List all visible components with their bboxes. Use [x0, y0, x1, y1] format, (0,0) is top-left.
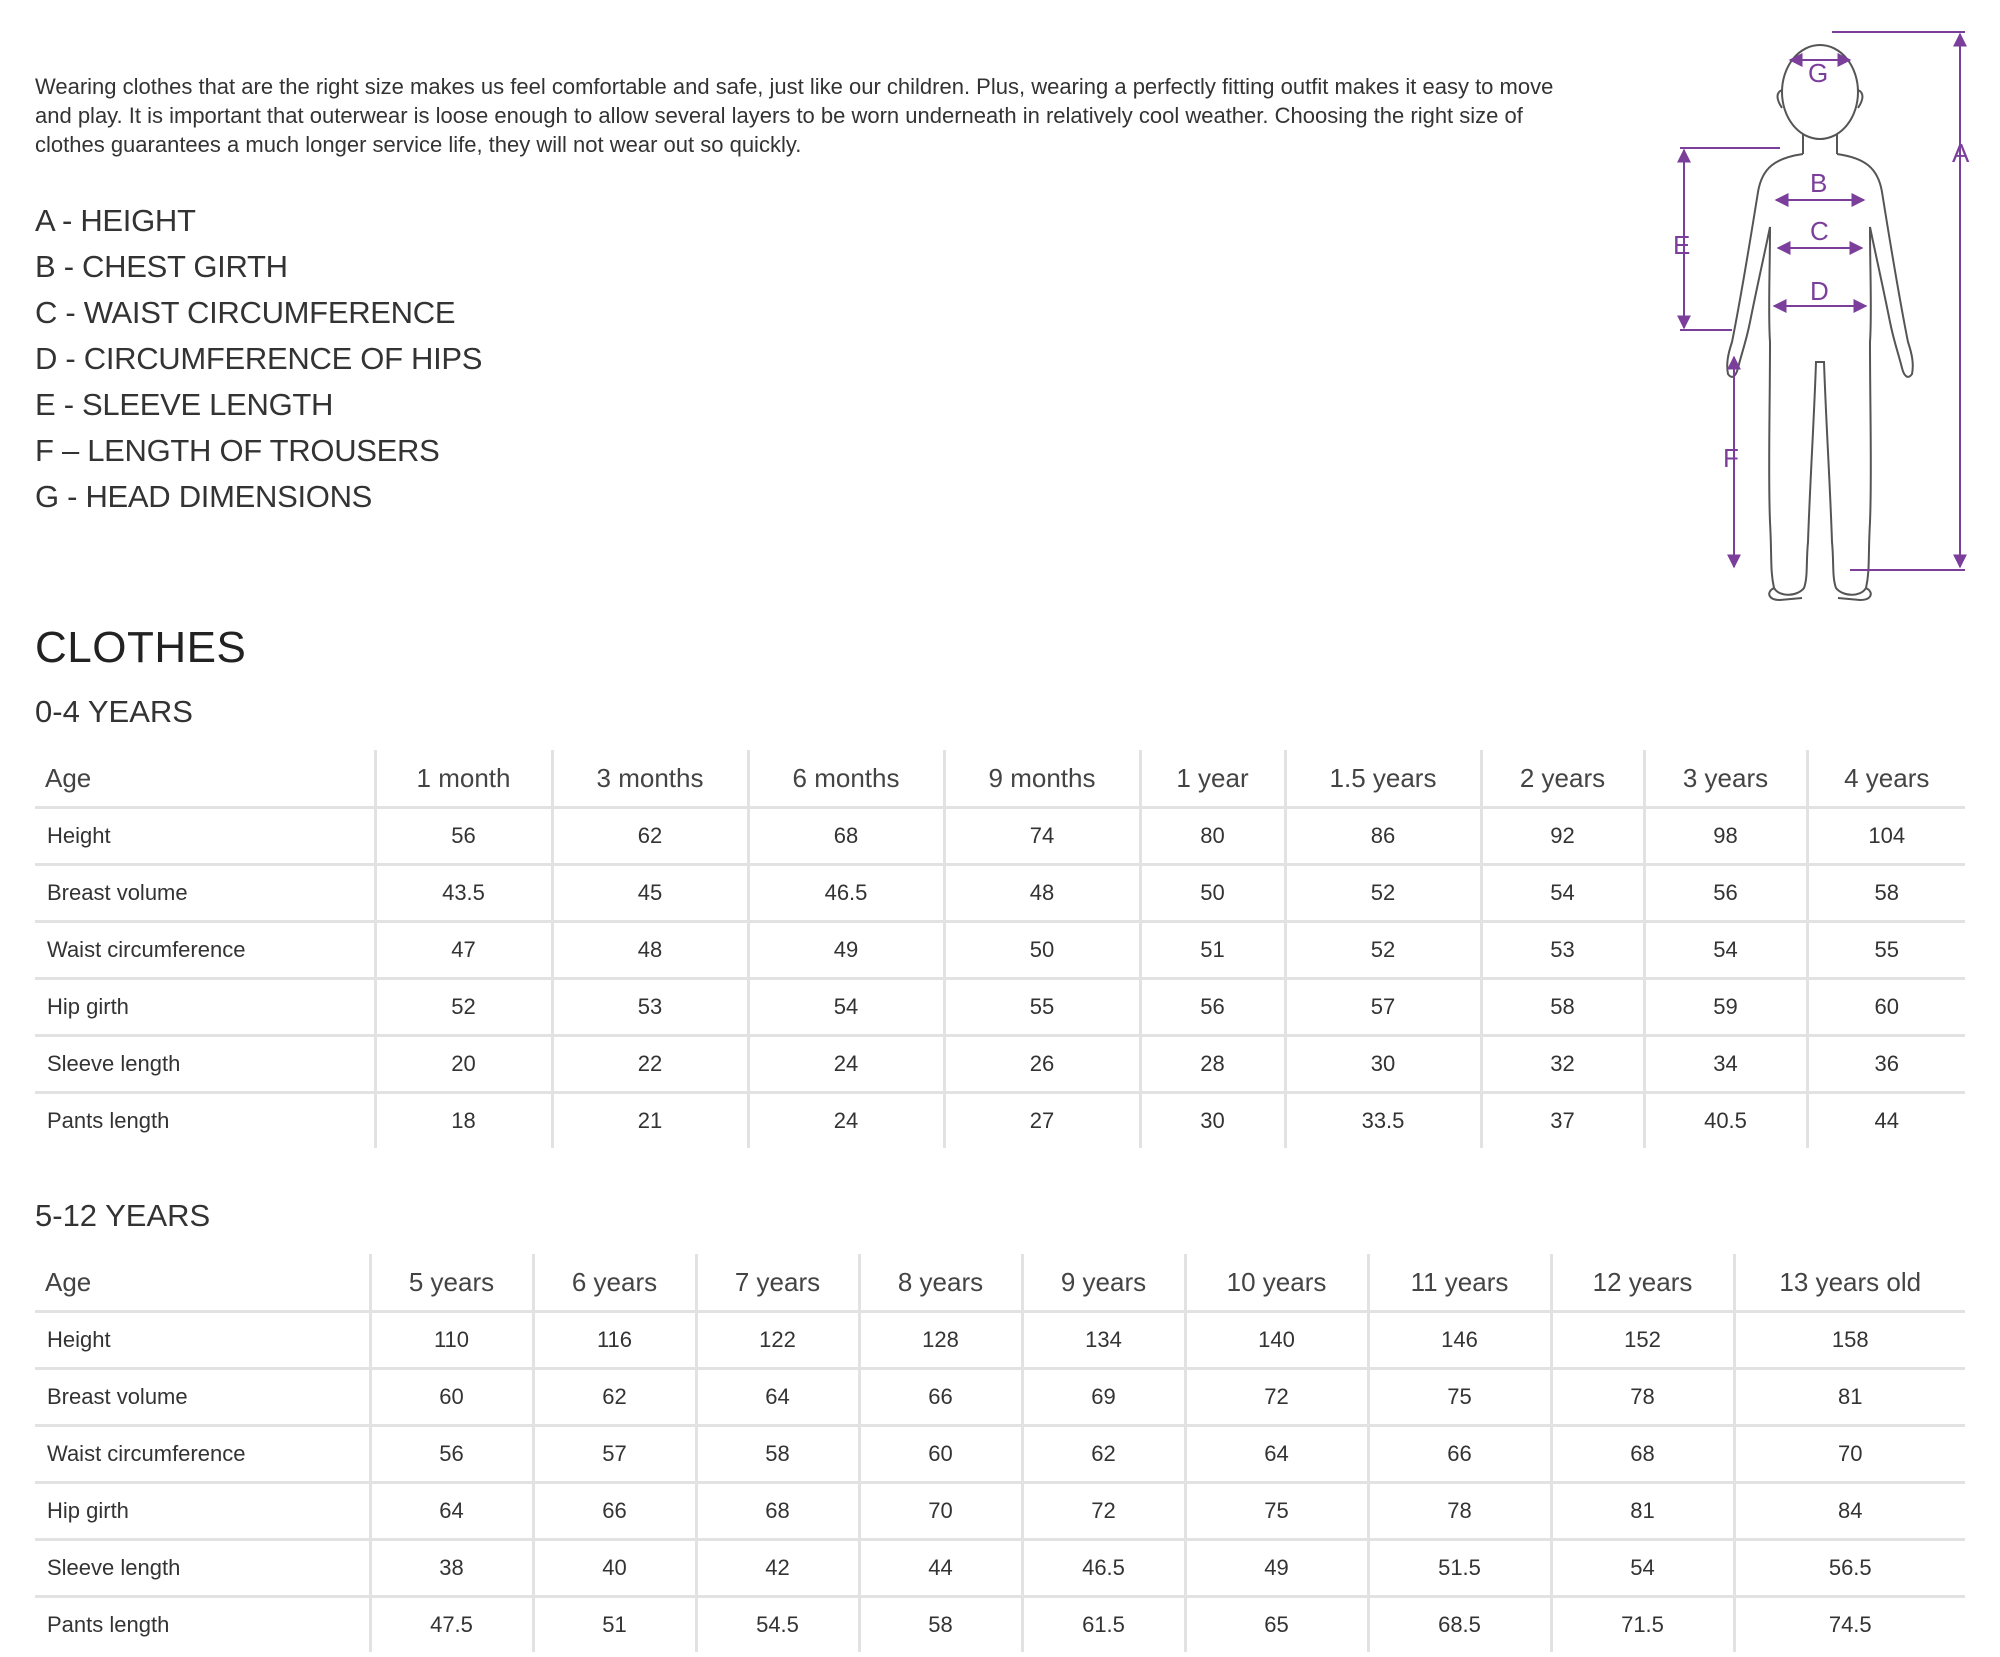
table-cell: 34: [1644, 1036, 1807, 1093]
table-cell: 55: [1807, 922, 1965, 979]
table-cell: 32: [1481, 1036, 1644, 1093]
child-measurement-diagram: [1670, 22, 1980, 602]
table-cell: 53: [552, 979, 748, 1036]
table-cell: 52: [1285, 922, 1481, 979]
column-header: 13 years old: [1734, 1254, 1965, 1312]
table-cell: 74: [944, 808, 1140, 865]
table-cell: 47: [375, 922, 552, 979]
table-cell: 68: [1551, 1426, 1734, 1483]
table-cell: 72: [1022, 1483, 1185, 1540]
table-cell: 36: [1807, 1036, 1965, 1093]
table-cell: 52: [375, 979, 552, 1036]
table-cell: 56: [1140, 979, 1285, 1036]
table-cell: 58: [696, 1426, 859, 1483]
measurement-labels: [1673, 58, 1970, 473]
table-row: [35, 865, 1965, 922]
table-cell: 62: [552, 808, 748, 865]
column-header: 3 months: [552, 750, 748, 808]
label-a: A: [1952, 138, 1970, 168]
row-label: Pants length: [35, 1597, 370, 1653]
table-cell: 66: [533, 1483, 696, 1540]
table-cell: 52: [1285, 865, 1481, 922]
table-cell: 51.5: [1368, 1540, 1551, 1597]
table-cell: 20: [375, 1036, 552, 1093]
table-cell: 58: [1807, 865, 1965, 922]
table-cell: 62: [533, 1369, 696, 1426]
table-cell: 70: [1734, 1426, 1965, 1483]
table-cell: 84: [1734, 1483, 1965, 1540]
table-cell: 158: [1734, 1312, 1965, 1369]
child-silhouette: [1727, 45, 1913, 600]
table-row: [35, 922, 1965, 979]
legend-item-waist: C - WAIST CIRCUMFERENCE: [35, 295, 456, 330]
row-label: Waist circumference: [35, 922, 375, 979]
table-cell: 45: [552, 865, 748, 922]
table-cell: 44: [1874, 1108, 1899, 1133]
column-header: 1 year: [1140, 750, 1285, 808]
table-row: [35, 1483, 1965, 1540]
table-cell: 37: [1481, 1093, 1644, 1149]
table-row: [35, 1597, 1965, 1653]
table-cell: 46.5: [1022, 1540, 1185, 1597]
table-cell: 40.5: [1644, 1093, 1807, 1149]
table-cell: 54: [1644, 922, 1807, 979]
table-cell: 152: [1551, 1312, 1734, 1369]
table-cell: 69: [1022, 1369, 1185, 1426]
column-header: Age: [35, 1254, 370, 1312]
column-header: 6 months: [748, 750, 944, 808]
table-cell: 21: [552, 1093, 748, 1149]
group-title-0-4: 0-4 YEARS: [35, 694, 193, 729]
table-cell: 54: [748, 979, 944, 1036]
row-label: Sleeve length: [35, 1036, 375, 1093]
column-header: 2 years: [1481, 750, 1644, 808]
table-cell: 30: [1140, 1093, 1285, 1149]
table-cell: 55: [944, 979, 1140, 1036]
table-row: [35, 979, 1965, 1036]
row-label: Hip girth: [35, 979, 375, 1036]
table-cell: 60: [370, 1369, 533, 1426]
table-cell: 80: [1140, 808, 1285, 865]
table-cell: 122: [696, 1312, 859, 1369]
table-cell: 49: [748, 922, 944, 979]
table-cell: 146: [1368, 1312, 1551, 1369]
table-cell: 78: [1368, 1483, 1551, 1540]
label-d: D: [1810, 276, 1829, 306]
section-title: CLOTHES: [35, 623, 247, 672]
table-row: [35, 1540, 1965, 1597]
column-header: 3 years: [1644, 750, 1807, 808]
column-header: Age: [35, 750, 375, 808]
column-header: 5 years: [370, 1254, 533, 1312]
table-cell: 72: [1185, 1369, 1368, 1426]
table-cell: 48: [552, 922, 748, 979]
size-table-0-4: [35, 750, 1965, 1148]
column-header: 7 years: [696, 1254, 859, 1312]
label-b: B: [1810, 168, 1828, 198]
table-header-row: [35, 750, 1965, 808]
table-cell: 64: [370, 1483, 533, 1540]
table-cell: 66: [859, 1369, 1022, 1426]
column-header: 10 years: [1185, 1254, 1368, 1312]
table-cell: 50: [1140, 865, 1285, 922]
table-cell: 71.5: [1551, 1597, 1734, 1653]
table-cell: 86: [1285, 808, 1481, 865]
table-cell: 58: [1481, 979, 1644, 1036]
table-cell: 98: [1644, 808, 1807, 865]
table-cell: 81: [1551, 1483, 1734, 1540]
legend-item-chest-girth: B - CHEST GIRTH: [35, 249, 288, 284]
table-cell: 24: [748, 1036, 944, 1093]
table-cell: 42: [696, 1540, 859, 1597]
row-label: Height: [35, 808, 375, 865]
table-cell: 66: [1368, 1426, 1551, 1483]
row-label: Sleeve length: [35, 1540, 370, 1597]
row-label: Breast volume: [35, 1369, 370, 1426]
table-cell: 62: [1022, 1426, 1185, 1483]
column-header: 1 month: [375, 750, 552, 808]
column-header: 11 years: [1368, 1254, 1551, 1312]
column-header: 9 months: [944, 750, 1140, 808]
table-cell: 46.5: [748, 865, 944, 922]
table-cell: 51: [533, 1597, 696, 1653]
label-g: G: [1808, 58, 1829, 88]
table-cell: 56: [1644, 865, 1807, 922]
table-cell: 70: [859, 1483, 1022, 1540]
column-header: 9 years: [1022, 1254, 1185, 1312]
intro-paragraph: Wearing clothes that are the right size makes us feel comfortable and safe, just like our children. Plus, wearing a perfectly fitting outfit makes it easy to move and play. It is important that outerwear is loose enough to allow several layers to be worn underneath in relatively cool weather. Choosing the right size of clothes guarantees a much longer service life, they will not wear out so quickly.: [35, 74, 1554, 157]
table-cell: 75: [1185, 1483, 1368, 1540]
table-cell: 22: [552, 1036, 748, 1093]
table-header-row: [35, 1254, 1965, 1312]
table-row: [35, 1369, 1965, 1426]
table-cell: 44: [859, 1540, 1022, 1597]
table-cell: 68.5: [1368, 1597, 1551, 1653]
table-cell: 51: [1140, 922, 1285, 979]
table-cell: 43.5: [375, 865, 552, 922]
table-cell: 48: [944, 865, 1140, 922]
table-row: [35, 808, 1965, 865]
table-cell: 54.5: [696, 1597, 859, 1653]
legend-item-hips: D - CIRCUMFERENCE OF HIPS: [35, 341, 483, 376]
table-cell: 81: [1734, 1369, 1965, 1426]
table-cell: 68: [748, 808, 944, 865]
table-cell: 61.5: [1022, 1597, 1185, 1653]
table-cell: 56: [370, 1426, 533, 1483]
row-label: Pants length: [35, 1093, 375, 1149]
table-cell: 18: [375, 1093, 552, 1149]
legend-item-sleeve: E - SLEEVE LENGTH: [35, 387, 334, 422]
table-cell: 27: [944, 1093, 1140, 1149]
table-cell: 40: [533, 1540, 696, 1597]
table-cell: 50: [944, 922, 1140, 979]
table-row: [35, 1036, 1965, 1093]
column-header: 1.5 years: [1285, 750, 1481, 808]
table-cell: 38: [370, 1540, 533, 1597]
size-table-5-12: [35, 1254, 1965, 1652]
table-cell: 33.5: [1285, 1093, 1481, 1149]
table-cell: 59: [1644, 979, 1807, 1036]
legend-item-height: A - HEIGHT: [35, 203, 196, 238]
table-cell: 47.5: [370, 1597, 533, 1653]
table-cell: 56: [375, 808, 552, 865]
table-cell: 30: [1285, 1036, 1481, 1093]
table-cell: 64: [1185, 1426, 1368, 1483]
label-f: F: [1723, 443, 1739, 473]
legend-item-head: G - HEAD DIMENSIONS: [35, 479, 373, 514]
table-cell: 65: [1185, 1597, 1368, 1653]
table-cell: 140: [1185, 1312, 1368, 1369]
row-label: Hip girth: [35, 1483, 370, 1540]
table-cell: 110: [370, 1312, 533, 1369]
column-header: 6 years: [533, 1254, 696, 1312]
table-cell: 26: [944, 1036, 1140, 1093]
table-cell: 128: [859, 1312, 1022, 1369]
table-cell: 64: [696, 1369, 859, 1426]
table-cell: 116: [533, 1312, 696, 1369]
table-cell: 56.5: [1734, 1540, 1965, 1597]
table-cell: 78: [1551, 1369, 1734, 1426]
table-cell: 57: [533, 1426, 696, 1483]
table-cell: 57: [1285, 979, 1481, 1036]
table-row: [35, 1312, 1965, 1369]
column-header: 12 years: [1551, 1254, 1734, 1312]
table-cell: 53: [1481, 922, 1644, 979]
table-cell: 74.5: [1828, 1612, 1872, 1637]
column-header: 8 years: [859, 1254, 1022, 1312]
table-row: [35, 1093, 1965, 1149]
label-e: E: [1673, 230, 1691, 260]
table-cell: 49: [1185, 1540, 1368, 1597]
table-cell: 28: [1140, 1036, 1285, 1093]
table-cell: 104: [1807, 808, 1965, 865]
row-label: Breast volume: [35, 865, 375, 922]
row-label: Height: [35, 1312, 370, 1369]
label-c: C: [1810, 216, 1829, 246]
table-cell: 60: [1807, 979, 1965, 1036]
table-cell: 75: [1368, 1369, 1551, 1426]
row-label: Waist circumference: [35, 1426, 370, 1483]
table-row: [35, 1426, 1965, 1483]
table-cell: 24: [748, 1093, 944, 1149]
measurement-legend: [35, 198, 482, 520]
table-cell: 92: [1481, 808, 1644, 865]
table-cell: 134: [1022, 1312, 1185, 1369]
table-cell: 54: [1481, 865, 1644, 922]
group-title-5-12: 5-12 YEARS: [35, 1198, 211, 1233]
table-cell: 60: [859, 1426, 1022, 1483]
table-cell: 54: [1551, 1540, 1734, 1597]
column-header: 4 years: [1807, 750, 1965, 808]
legend-item-trousers: F – LENGTH OF TROUSERS: [35, 433, 440, 468]
table-cell: 68: [696, 1483, 859, 1540]
table-cell: 58: [859, 1597, 1022, 1653]
